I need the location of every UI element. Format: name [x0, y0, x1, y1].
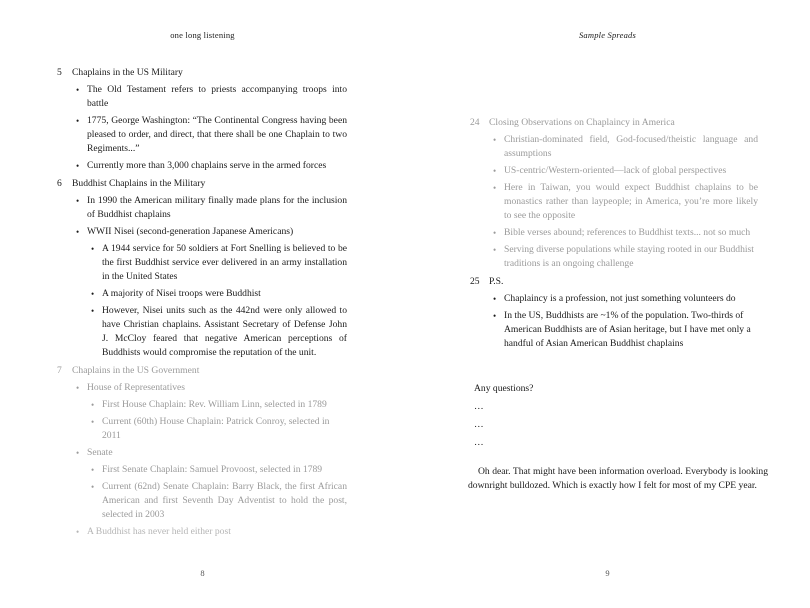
sub-list-item: • A 1944 service for 50 soldiers at Fort Snelling is believed to be the first Buddhist service ever delivered in an army installation in the United States: [72, 242, 347, 284]
bullet-list: [489, 133, 758, 271]
list-item: • Chaplaincy is a profession, not just something volunteers do: [489, 292, 758, 306]
bullet-list: [72, 194, 347, 360]
ellipsis-line: …: [474, 401, 486, 412]
list-item: • In 1990 the American military finally made plans for the inclusion of Buddhist chaplains: [72, 194, 347, 222]
list-item: • In the US, Buddhists are ~1% of the population. Two-thirds of American Buddhists are of Asian heritage, but I have met only a handful of Asian American Buddhist chaplains: [489, 309, 758, 351]
ellipsis-line: …: [474, 437, 486, 448]
list-item: • US-centric/Western-oriented—lack of global perspectives: [489, 164, 758, 178]
section-6: [57, 177, 347, 360]
section-number: 7: [57, 365, 62, 376]
section-title: Buddhist Chaplains in the Military: [72, 178, 206, 189]
page-number-left: 8: [200, 568, 205, 578]
section-title: P.S.: [489, 276, 504, 287]
list-item: • House of Representatives: [72, 381, 347, 395]
ellipsis-line: …: [474, 419, 486, 430]
page-number-right: 9: [605, 568, 610, 578]
section-7: [57, 364, 347, 539]
list-item: • Bible verses abound; references to Buddhist texts... not so much: [489, 226, 758, 240]
section-number: 25: [470, 276, 480, 287]
section-title: Chaplains in the US Military: [72, 67, 183, 78]
sub-list-item: • Current (62nd) Senate Chaplain: Barry Black, the first African American and first Seventh Day Adventist to hold the post, selected in 2003: [72, 480, 347, 522]
right-content: [468, 116, 758, 352]
list-item: • A Buddhist has never held either post: [72, 525, 347, 539]
list-item: • The Old Testament refers to priests accompanying troops into battle: [72, 83, 347, 111]
section-number: 5: [57, 67, 62, 78]
list-item: • WWII Nisei (second-generation Japanese Americans): [72, 225, 347, 239]
list-item: • Here in Taiwan, you would expect Buddhist chaplains to be monastics rather than laypeople; in America, you’re more likely to see the opposite: [489, 181, 758, 223]
bullet-list: [72, 83, 347, 173]
sub-list-item: • First Senate Chaplain: Samuel Provoost, selected in 1789: [72, 463, 347, 477]
closing-block: [468, 382, 768, 493]
bullet-list: [489, 292, 758, 351]
section-number: 6: [57, 178, 62, 189]
section-title: Chaplains in the US Government: [72, 365, 200, 376]
closing-paragraph: Oh dear. That might have been information overload. Everybody is looking downright bulldozed. Which is exactly how I felt for most of my CPE year.: [468, 466, 768, 491]
sub-list-item: • First House Chaplain: Rev. William Linn, selected in 1789: [72, 398, 347, 412]
sub-list-item: • However, Nisei units such as the 442nd were only allowed to have Christian chaplains. Assistant Secretary of Defense John J. McCloy feared that negative American perceptions of Buddhists would compromise the reputation of the unit.: [72, 304, 347, 360]
running-head-right: Sample Spreads: [578, 30, 637, 40]
section-24: [468, 116, 758, 271]
list-item: • Serving diverse populations while staying rooted in our Buddhist traditions is an ongoing challenge: [489, 243, 758, 271]
question-line: Any questions?: [474, 383, 534, 394]
sub-list-item: • A majority of Nisei troops were Buddhist: [72, 287, 347, 301]
section-number: 24: [470, 117, 480, 128]
list-item: • Christian-dominated field, God-focused/theistic language and assumptions: [489, 133, 758, 161]
bullet-list: [72, 381, 347, 539]
right-page: [405, 0, 810, 608]
list-item: • Senate: [72, 446, 347, 460]
section-title: Closing Observations on Chaplaincy in America: [489, 117, 675, 128]
left-content: [57, 66, 347, 540]
section-5: [57, 66, 347, 173]
section-25: [468, 275, 758, 351]
running-head-left: one long listening: [170, 30, 235, 40]
sub-list-item: • Current (60th) House Chaplain: Patrick Conroy, selected in 2011: [72, 415, 347, 443]
list-item: • 1775, George Washington: “The Continental Congress having been pleased to order, and direct, that there shall be one Chaplain to two Regiments...”: [72, 114, 347, 156]
list-item: • Currently more than 3,000 chaplains serve in the armed forces: [72, 159, 347, 173]
